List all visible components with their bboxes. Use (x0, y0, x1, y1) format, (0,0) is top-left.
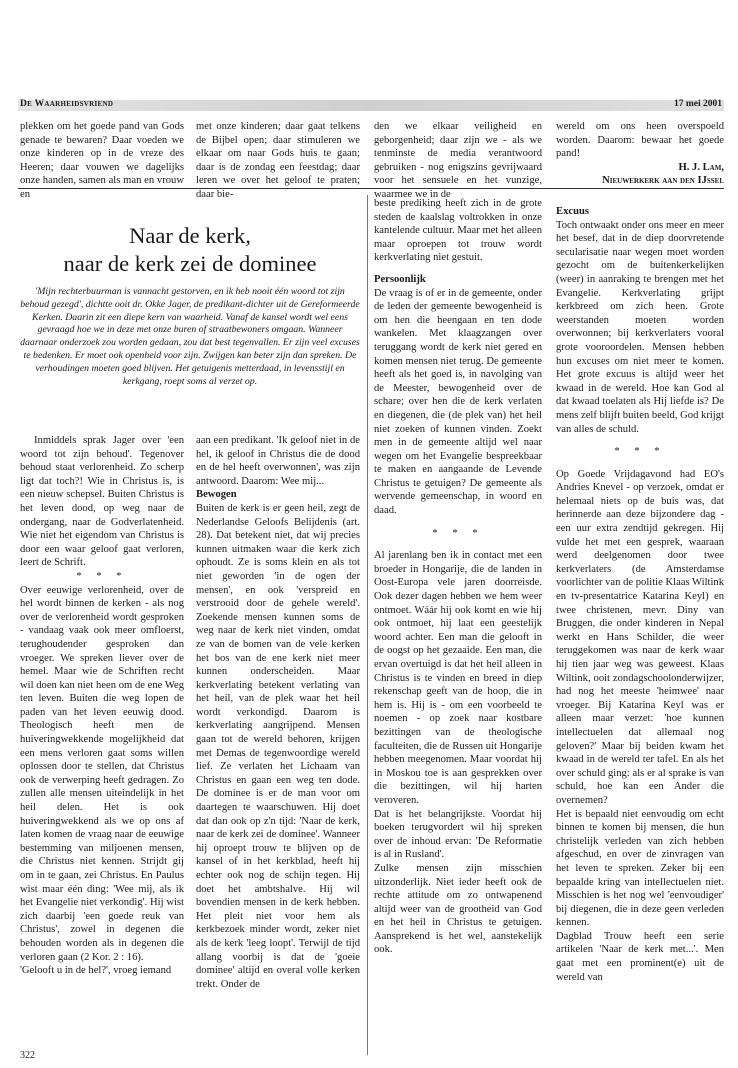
article-title (20, 222, 360, 278)
article-column-3 (374, 197, 542, 957)
section-separator: * * * (614, 446, 666, 458)
top-text-4: wereld om ons heen overspoeld worden. Daarom: bewaar het goede pand! (556, 121, 724, 160)
masthead: De Waarheidsvriend (20, 99, 114, 109)
top-column-1 (20, 120, 184, 202)
section-divider (18, 188, 724, 189)
top-column-4 (556, 120, 724, 188)
top-column-3 (374, 120, 542, 202)
paragraph: De vraag is of er in de gemeente, onder de leden der gemeente bewogenheid is om hen die heengaan en ten dode wankelen. Met klaagzangen over teruggang wordt de kerk niet gered en komen mensen niet terug. De gemeente heeft als het goed is, in navolging van de Meester, bewogenheid over de schare; over hen die de kerk verlaten en diegenen, die (de plek van) het heil niet zoeken of kunnen vinden. Zoekt men in de gemeente altijd wel naar wegen om het Evangelie bespreekbaar te maken en aangaande de Levende Christus te getuigen? De gemeente als wervende gemeenschap, in woord en daad. (374, 287, 542, 517)
article-intro: 'Mijn rechterbuurman is vannacht gestorven, en ik heb nooit één woord tot zijn behoud gezegd', dichtte ooit dr. Okke Jager, de predikant-dichter uit de Gereformeerde Kerken. Daarin zit een diepe kern van waarheid. Vanaf de kansel wordt wel eens gevraagd hoe we in deze met onze buren of straatbewoners omgaan. Wanneer daarnaar onderzoek zou worden gedaan, zou dat best tegenvallen. Er zijn veel excuses te bedenken. Er moet ook openheid voor zijn. Zwijgen kan beter zijn dan spreken. De verhoudingen moeten goed blijven. Het getuigenis metterdaad, in levensstijl en kerkgang, roept soms al verzet op. (20, 286, 360, 387)
letter-author: H. J. Lam, (678, 161, 724, 173)
issue-date: 17 mei 2001 (673, 99, 722, 109)
column-divider (367, 195, 368, 1055)
top-text-2: met onze kinderen; daar gaat telkens de Bijbel open; daar stimuleren we elkaar om naar Gods huis te gaan; daar is de zondag een feestdag; daar leren we over het geloof te praten; daar bie- (196, 121, 360, 200)
article-column-4 (556, 205, 724, 984)
top-text-1: plekken om het goede pand van Gods genade te bewaren? Daar voeden we onze kinderen op in de vreze des Heeren; daar vouwen we dagelijks onze handen, samen als man en vrouw en (20, 121, 184, 200)
paragraph: Op Goede Vrijdagavond had EO's Andries Knevel - op verzoek, omdat er helemaal niets op de buis was, dat herinnerde aan deze bijzondere dag - een uur extra zendtijd gekregen. Hij vulde het met een gesprek, waaraan werd deelgenomen door twee kerkverlaters (de Amsterdamse voorlichter van de politie Klaas Wiltink en tv-presentatrice Katarina Keyl) en twee christenen, mevr. Diny van Bruggen, die onder kinderen in Nepal werkt en Hans Schilder, die weer teruggekomen was naar de kerk waar hij tien jaar weg was geweest. Klaas Wiltink, ooit zondagschoolonderwijzer, had nog het meeste 'heimwee' naar vroeger. Bij Katarina Keyl was er alleen maar verzet: 'hoe kunnen intellectuelen dat allemaal nog geloven?' Maar bij beiden kwam het kwaad in de wereld ter tafel. En als het over schuld ging: als er al sprake is van schuld, hoe kan een Ander die overnemen? (556, 468, 724, 806)
paragraph: 'Gelooft u in de hel?', vroeg iemand (20, 965, 172, 977)
title-line-1: Naar de kerk, (129, 223, 251, 248)
top-column-2 (196, 120, 360, 202)
paragraph: Inmiddels sprak Jager over 'een woord tot zijn behoud'. Tegenover behoud staat verlorenheid. Zo scherp ligt dat toch?! Wie in Christus is, is een nieuw schepsel. Buiten Christus is het leven dood, op weg naar de ondergang, naar de Godverlatenheid. Wie niet het eigendom van Christus is door een waar geloof gaat verloren, leert de Schrift. (20, 435, 184, 569)
title-line-2: naar de kerk zei de dominee (63, 251, 317, 276)
paragraph: Dat is het belangrijkste. Voordat hij boeken terugvordert wil hij spreken over de inhoud ervan: 'De Reformatie is al in Rusland'. (374, 808, 542, 861)
article-column-1 (20, 434, 184, 978)
paragraph: beste prediking heeft zich in de grote steden de kaalslag voltrokken in onze kantelende cultuur. Maar met het alleen maar oproepen tot trouw wordt kerkverlating niet gestuit. (374, 198, 542, 264)
letter-place: Nieuwerkerk aan den IJssel (602, 175, 724, 187)
page-header (18, 100, 724, 111)
paragraph: Al jarenlang ben ik in contact met een broeder in Hongarije, die de landen in Oost-Europa vele jaren doorreisde. Ook dezer dagen hebben we hem weer ontmoet. Wáár hij ook komt en wie hij ook ontmoet, hij laat een geestelijk woord achter. Een man die gelooft in de oogst op het gezaaide. Een man, die ervan overtuigd is dat het heil alleen in Christus is te vinden en breed in diep rekenschap geeft van de hoop, die in hem is. Hij is - om een voorbeeld te noemen - op zoek naar kostbare bezittingen van de theologische faculteiten, die de Russen uit Hongarije hebben meegenomen. Maar voordat hij in Moskou toe is aan gesprekken over die bezittingen, wil hij harten veroveren. (374, 550, 542, 806)
paragraph: Over eeuwige verlorenheid, over de hel wordt binnen de kerken - als nog over de verlorenheid wordt gesproken - vandaag vaak ook meer omfloerst, terughoudender gesproken dan vroeger. We spreken liever over de hemel. Maar wie de Schriften recht wil doen kan niet heen om de ene Weg ten leven. Buiten die weg lopen de paden van het leven eeuwig dood. Theologisch heeft men de huiveringwekkende mogelijkheid dat een mens verloren gaat soms willen oplossen door te stellen, dat Christus ook de verwerping heeft gedragen. Zo zullen alle mensen uiteindelijk in het heil delen. Het is ook huiveringwekkend als we op ons af laten komen de vraag naar de eeuwige bestemming van miljoenen mensen, die Christus niet kennen. Strijdt gij om in te gaan, zei Christus. En Paulus wist maar één ding: 'Wee mij, als ik het Evangelie niet verkondig'. Hij wist zich daarbij 'een goede reuk van Christus', zowel in degenen die behouden worden als in degenen die verloren gaan (2 Kor. 2 : 16). (20, 584, 184, 963)
page-number: 322 (20, 1050, 35, 1061)
top-text-3: den we elkaar veiligheid en geborgenheid; daar zijn we - als we tenminste de media verantwoord gebruiken - nog enigszins gevrijwaard voor het sensuele en het vunzige, waarmee we in de (374, 121, 542, 200)
paragraph: Buiten de kerk is er geen heil, zegt de Nederlandse Geloofs Belijdenis (art. 28). Dat betekent niet, dat wij precies kunnen uitmaken waar die kerk zich ophoudt. Ze is soms klein en als tot niet geworden 'in de ogen der mensen', en ook 'verspreid en verstrooid door de gehele wereld'. Zoekende mensen kunnen soms de weg naar de kerk niet vinden, omdat ze van de bomen van de vele kerken het bos van de ene kerk niet meer kunnen onderscheiden. Maar kerkverlating betekent verlating van het heil, van de plek waar het heil wordt verkondigd. Daarom is kerkverlating aangrijpend. Mensen gaan tot de wereld behoren, krijgen met Demas de tegenwoordige wereld lief. Ze verlaten het Lichaam van Christus en gaan een weg ten dode. De dominee is er de man voor om daartegen te waarschuwen. Hij doet dat dan ook op z'n tijd: 'Naar de kerk, naar de kerk zei de dominee'. Wanneer hij oproept trouw te blijven op de kansel of in het kerkblad, heeft hij echter ook nog de schijn tegen. Hij doet het ambtshalve. Hij wil bovendien mensen in de kerk hebben. Het pleit niet voor hem als kerkbezoek minder wordt, zeker niet als de kerk 'leeg loopt'. Terwijl de tijd allang voorbij is dat de 'goeie dominee' altijd en overal volle kerken trekt. Onder de (196, 502, 360, 990)
paragraph: Zulke mensen zijn misschien uitzonderlijk. Niet ieder heeft ook de rechte attitude om zo ontwapenend altijd weer van de grootheid van God en het heil in Christus te getuigen. Aansprekend is het wel, aanstekelijk ook. (374, 862, 542, 956)
paragraph: Dagblad Trouw heeft een serie artikelen 'Naar de kerk met...'. Men gaat met een prominent(e) uit de wereld van (556, 930, 724, 983)
subheading: Excuus (556, 206, 589, 217)
paragraph: aan een predikant. 'Ik geloof niet in de hel, ik geloof in Christus die de dood en de hel heeft overwonnen', was zijn antwoord. Daarom: Wee mij... (196, 435, 360, 487)
section-separator: * * * (432, 527, 484, 539)
paragraph: Het is bepaald niet eenvoudig om echt binnen te komen bij mensen, die hun christelijk verleden van zich hebben afgeschud, en over de zinvragen van het leven te spreken. Zeker bij een bepaalde kring van intellectuelen niet. Misschien is het nog wel 'eenvoudiger' bij diegenen, die in deze geen verleden kennen. (556, 808, 724, 929)
section-separator: * * * (76, 570, 128, 582)
article-column-2 (196, 434, 360, 991)
paragraph: Toch ontwaakt onder ons meer en meer het besef, dat in de diep doorvretende secularisatie naar wegen moet worden gezocht om de buitenkerkelijken (weer) in aanraking te brengen met het Evangelie. Kerkverlating grijpt kerkbreed om zich heen. Grote weerstanden moeten worden overwonnen; bij kerkverlaters vooral grote vooroordelen. Mensen hebben hun excuses om niet meer te komen. Het grote excuus is altijd weer het kwaad in de wereld. Hoe kan God al dat kwaad toelaten als Hij liefde is? De mens zelf blijft buiten beeld, God krijgt van alles de schuld. (556, 219, 724, 435)
subheading: Bewogen (196, 489, 237, 501)
subheading: Persoonlijk (374, 273, 426, 285)
